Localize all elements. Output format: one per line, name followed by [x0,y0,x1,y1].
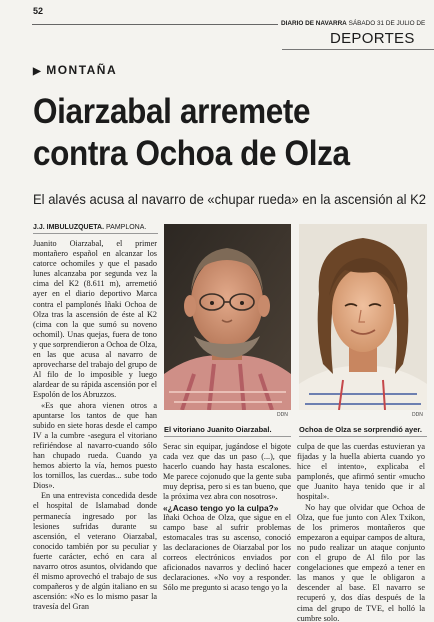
text-column-1 [33,239,157,612]
text-column-2 [163,442,291,593]
paragraph: Iñaki Ochoa de Olza, que sigue en el campo base al sufrir problemas estomacales tras su ascenso, conoció las declaraciones de Oiarzabal por los correos electrónicos enviados por aficionados navarros y declinó hacer declaraciones. «No voy a responder. Sólo me pregunto si acaso tengo yo la [163,512,291,593]
byline-place: PAMPLONA. [106,224,147,231]
paragraph: Serac sin equipar, jugándose el bigote cada vez que das un paso (...), que hacerlo cuando hay hasta escalones. Me parece cojonudo que la gente suba muy deprisa, pero si es tan bueno, que la próxima vez abra con nosotros». [163,442,291,502]
photo-caption: El vitoriano Juanito Oiarzabal. [164,425,272,434]
text-column-3 [297,442,425,622]
paragraph: Juanito Oiarzabal, el primer montañero español en alcanzar los catorce ochomiles y que el pasado lunes alcanzaba por segunda vez la cima del K2 (8.611 m), arremetió ayer en el diario deportivo Marca contra el pamplonés Iñaki Ochoa de Olza tras la ascensión de éste al K2 (cima con la que sumó su noveno ochomil). Unas quejas, fuera de tono y que sorprendieron a Ochoa de Olza, en las que acusa al navarro de aprovecharse del trabajo del grupo de Al filo de lo imposible y luego alardear de su rápida ascensión por el Espolón de los Abruzzos. [33,239,157,400]
photo-caption: Ochoa de Olza se sorprendió ayer. [299,425,422,434]
subheadline: El alavés acusa al navarro de «chupar rueda» en la ascensión al K2 [33,191,427,207]
headline-line-1: Oiarzabal arremete [33,92,311,131]
byline-author: J.J. IMBULUZQUETA. [33,224,105,231]
paragraph: En una entrevista concedida desde el hospital de Islamabad donde permanecía ingresado por las lesiones sufridas durante su ascensión, el veterano Oiarzabal, conocido también por su peculiar y fuerte carácter, echó en cara al navarro otros asuntos, olvidando que él mismo aprovechó el trabajo de sus compañeros y de algún italiano en su ascensión: «No es lo mismo pasar la travesía del Gran [33,491,157,612]
portrait-ochoa-de-olza [299,224,427,410]
newspaper-dateline [281,20,425,27]
photo-credit: DDN [412,412,423,418]
article-kicker [33,63,117,77]
kicker-label: MONTAÑA [46,63,118,77]
inline-subheading: «¿Acaso tengo yo la culpa?» [163,502,279,513]
paragraph: «Es que ahora vienen otros a apuntarse los tantos de que han subido en siete horas desde el campo IV a la cumbre -asegura el vitoriano refiriéndose al navarro-cuando sólo han chupado rueda. Cuando ya hemos abierto la vía, hemos puesto los tornillos, las cuerdas... sube todo Dios». [33,400,157,491]
photo-ochoa-de-olza [299,224,427,410]
byline-rule [33,233,158,234]
header-rule [32,24,278,25]
caption-rule [299,436,427,437]
issue-date: SÁBADO 31 DE JULIO DE [348,20,426,27]
portrait-oiarzabal [164,224,291,410]
triangle-icon: ▶ [33,66,43,77]
newspaper-name: DIARIO DE NAVARRA [281,20,347,27]
section-rule [282,49,434,50]
paragraph: No hay que olvidar que Ochoa de Olza, que fue junto con Alex Txikon, de los primeros montañeros que empezaron a equipar campos de altura, no pudo realizar un ataque conjunto con el grupo de Al filo por las congelaciones que empezó a tener en las manos y que le obligaron a descender al base. El navarro se recuperó y, dos días después de la cima del grupo de TVE, el holló la cumbre solo. [297,502,425,622]
photo-oiarzabal [164,224,291,410]
paragraph: culpa de que las cuerdas estuvieran ya fijadas y la huella abierta cuando yo hice el intento», explicaba el pamplonés, que afirmó sentir «mucho que Juanito haya tenido que ir al hospital». [297,442,425,502]
page-number: 52 [33,6,44,16]
headline-line-2: contra Ochoa de Olza [33,134,350,173]
section-title: DEPORTES [330,30,415,47]
byline [33,224,146,231]
photo-credit: DDN [277,412,288,418]
caption-rule [164,436,291,437]
headline [33,91,393,175]
